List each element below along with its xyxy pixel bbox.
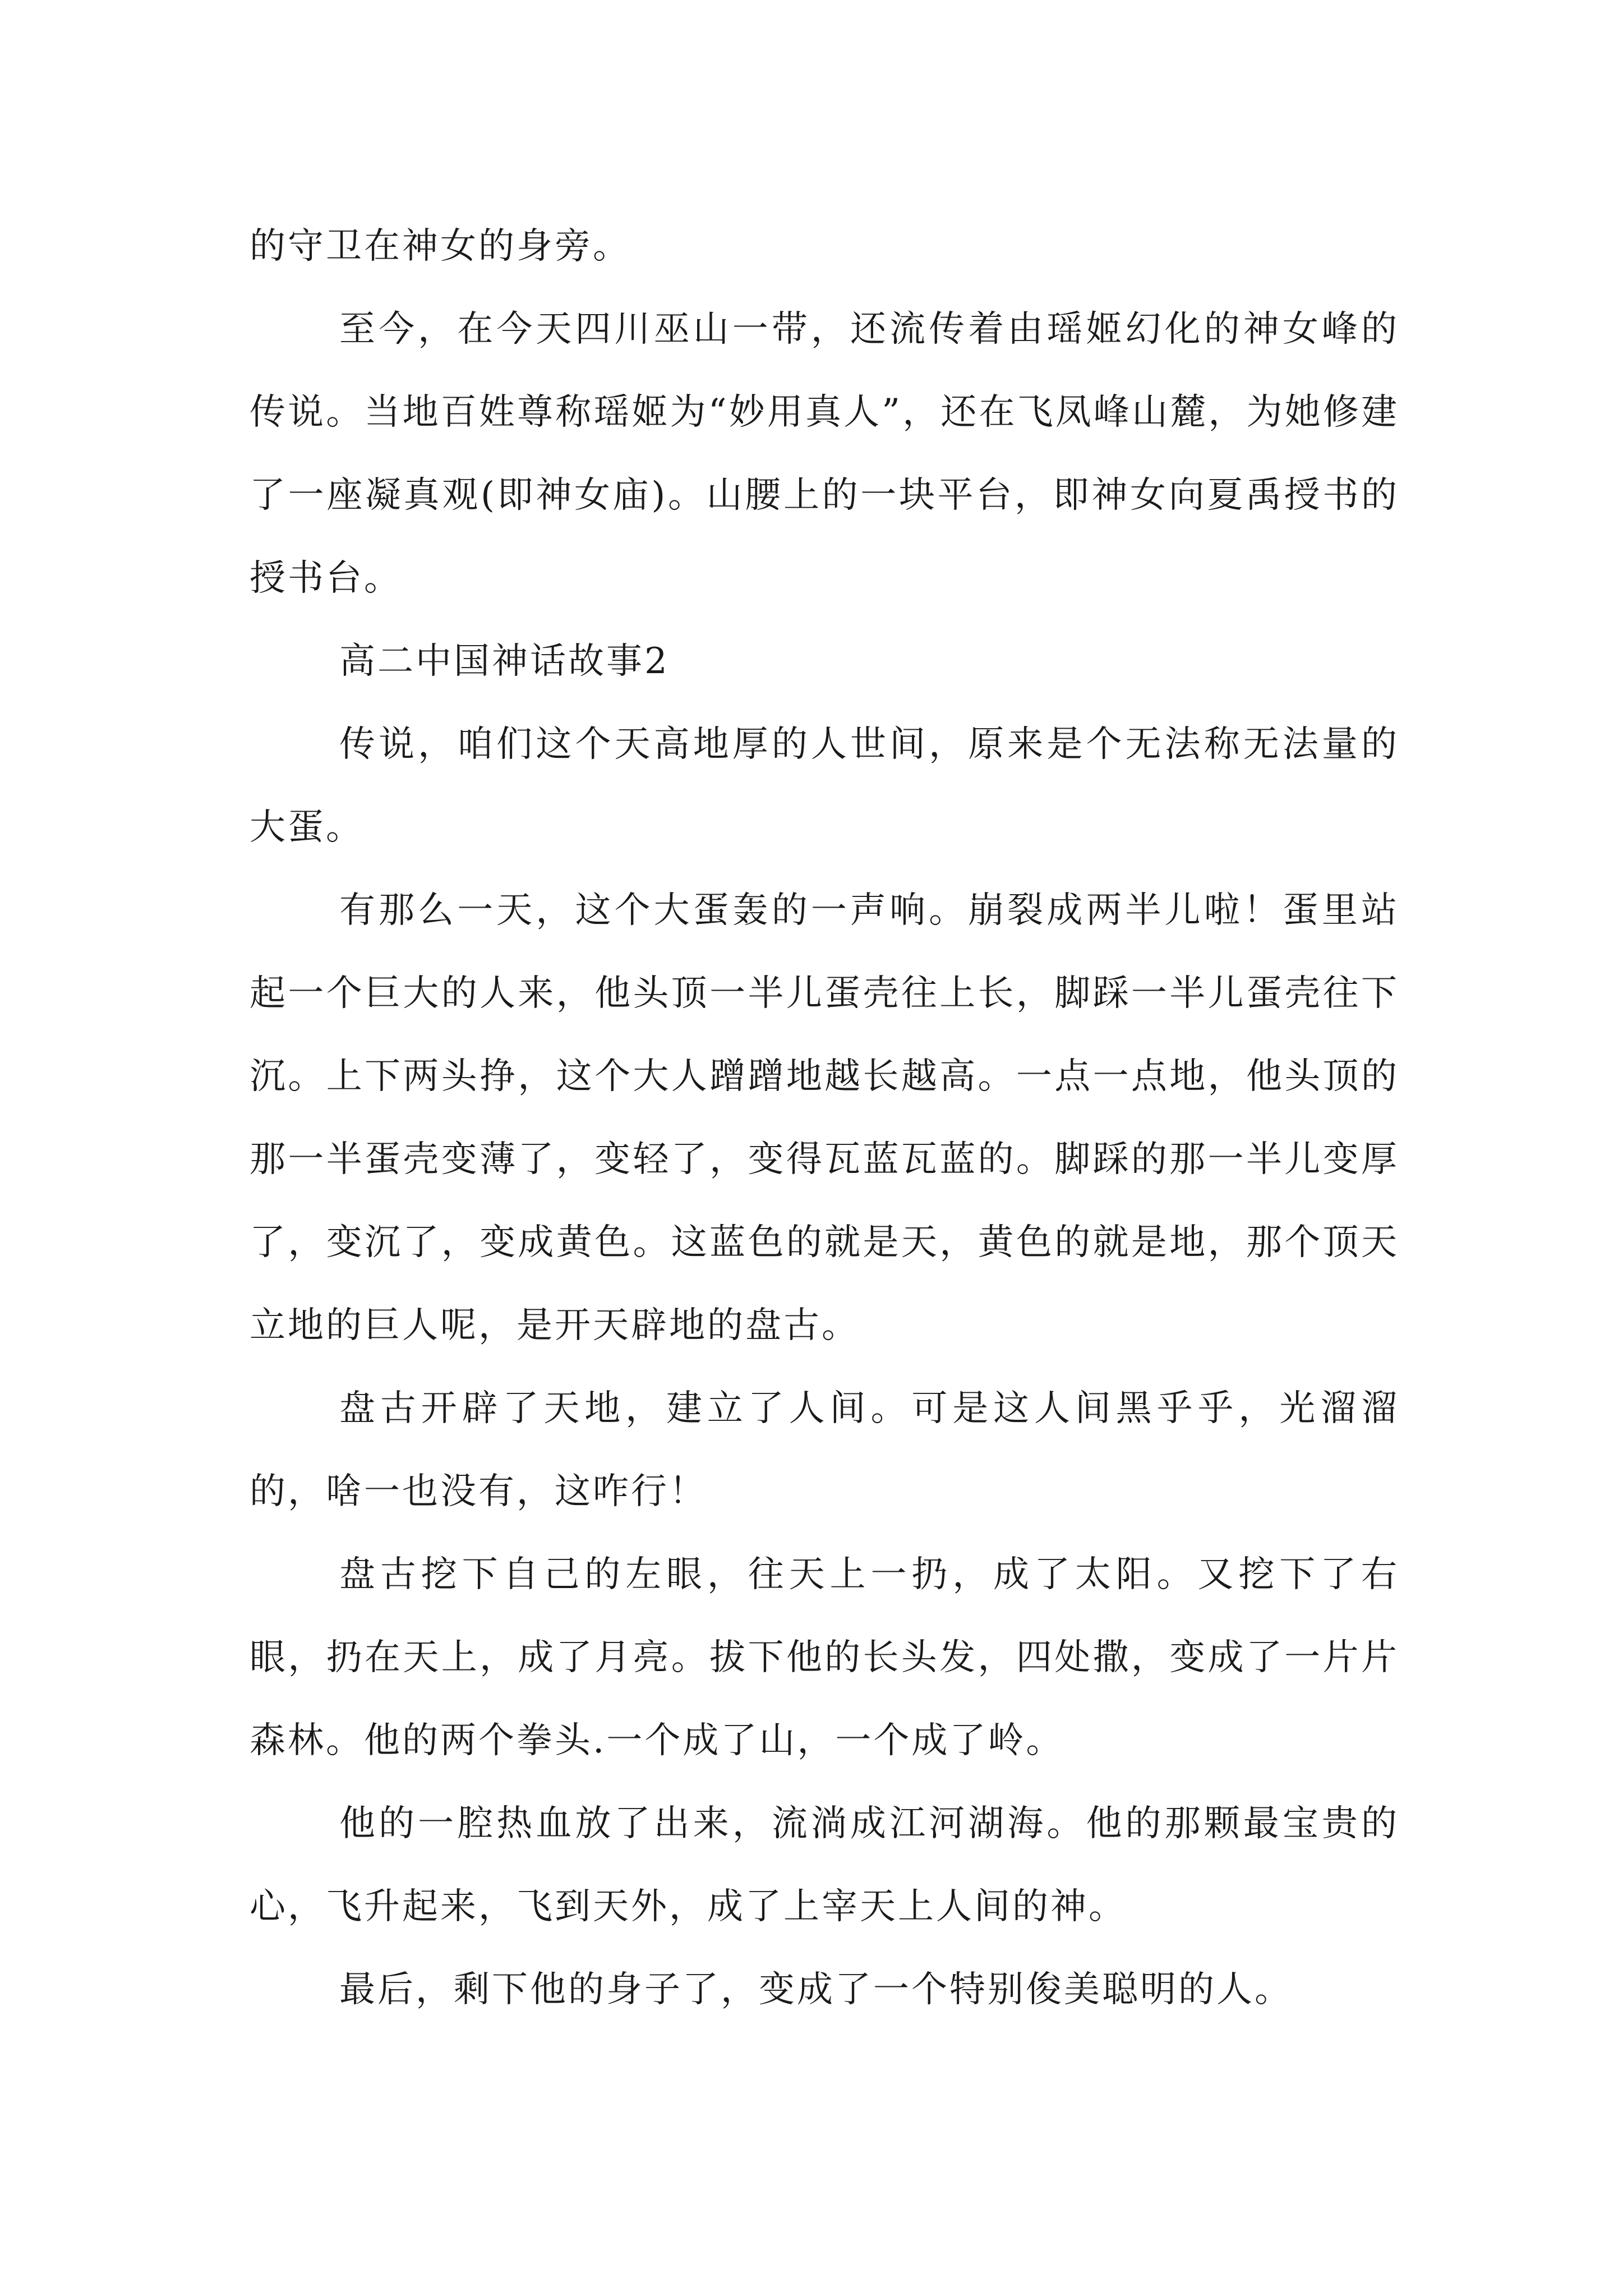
paragraph: 最后，剩下他的身子了，变成了一个特别俊美聪明的人。	[339, 1969, 1293, 2010]
paragraph: 盘古挖下自己的左眼，往天上一扔，成了太阳。又挖下了右眼，扔在天上，成了月亮。拔下他的长头发，四处撒，变成了一片片森林。他的两个拳头.一个成了山，一个成了岭。	[250, 1554, 1399, 1761]
paragraph: 传说，咱们这个天高地厚的人世间，原来是个无法称无法量的大蛋。	[250, 724, 1399, 848]
paragraph: 他的一腔热血放了出来，流淌成江河湖海。他的那颗最宝贵的心，飞升起来，飞到天外，成了上宰天上人间的神。	[250, 1803, 1399, 1927]
document-body	[250, 205, 1399, 2031]
paragraph: 有那么一天，这个大蛋轰的一声响。崩裂成两半儿啦！蛋里站起一个巨大的人来，他头顶一半儿蛋壳往上长，脚踩一半儿蛋壳往下沉。上下两头挣，这个大人蹭蹭地越长越高。一点一点地，他头顶的那一半蛋壳变薄了，变轻了，变得瓦蓝瓦蓝的。脚踩的那一半儿变厚了，变沉了，变成黄色。这蓝色的就是天，黄色的就是地，那个顶天立地的巨人呢，是开天辟地的盘古。	[250, 890, 1399, 1346]
paragraph: 盘古开辟了天地，建立了人间。可是这人间黑乎乎，光溜溜的，啥一也没有，这咋行！	[250, 1388, 1399, 1512]
paragraph: 至今，在今天四川巫山一带，还流传着由瑶姬幻化的神女峰的传说。当地百姓尊称瑶姬为“妙用真人”，还在飞凤峰山麓，为她修建了一座凝真观(即神女庙)。山腰上的一块平台，即神女向夏禹授书的授书台。	[250, 309, 1399, 599]
paragraph: 的守卫在神女的身旁。	[250, 226, 631, 267]
section-heading: 高二中国神话故事2	[339, 641, 670, 682]
